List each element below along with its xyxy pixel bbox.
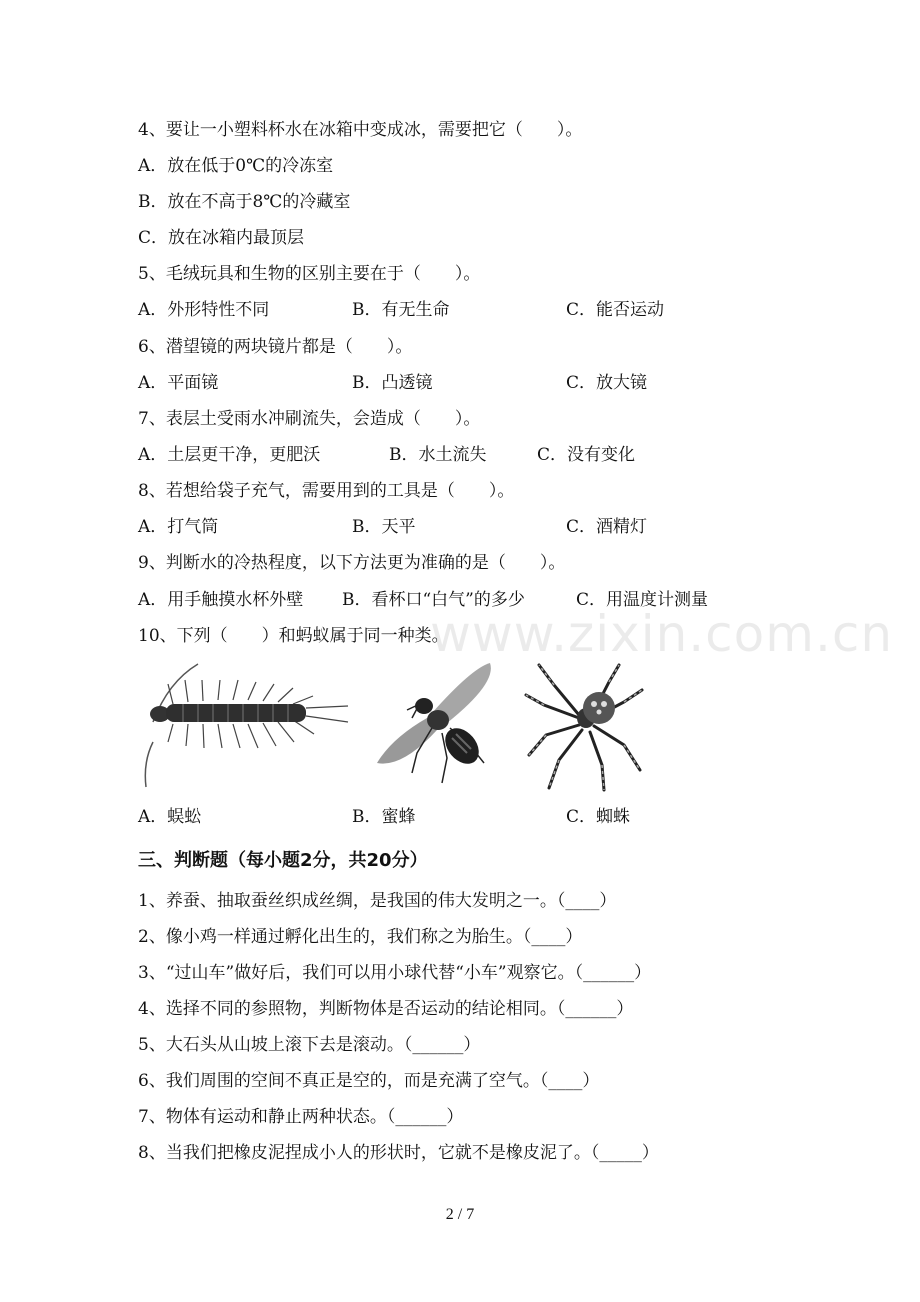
section-3-title: 三、判断题（每小题2分，共20分） [138, 850, 428, 871]
q10-option-b: B．蜜蜂 [352, 807, 416, 827]
judgment-item-8: 8、当我们把橡皮泥捏成小人的形状时，它就不是橡皮泥了。（_____） [138, 1143, 659, 1163]
judgment-item-7: 7、物体有运动和静止两种状态。（______） [138, 1107, 464, 1127]
q4-option-b: B．放在不高于8℃的冷藏室 [138, 192, 351, 212]
q8-option-a: A．打气筒 [138, 517, 219, 537]
q4-option-a: A．放在低于0℃的冷冻室 [138, 156, 334, 176]
q7-option-a: A．土层更干净，更肥沃 [138, 445, 321, 465]
q4-option-c: C．放在冰箱内最顶层 [138, 228, 305, 248]
q7-option-b: B．水土流失 [389, 445, 487, 465]
q9-option-b: B．看杯口“白气”的多少 [342, 590, 525, 610]
q6-option-a: A．平面镜 [138, 373, 219, 393]
q7-option-c: C．没有变化 [537, 445, 636, 465]
q5-option-a: A．外形特性不同 [138, 300, 270, 320]
question-5: 5、毛绒玩具和生物的区别主要在于（ ）。 [138, 264, 481, 284]
q8-option-b: B．天平 [352, 517, 416, 537]
question-8: 8、若想给袋子充气，需要用到的工具是（ ）。 [138, 481, 515, 501]
spider-image [524, 660, 644, 792]
bee-image [372, 658, 504, 790]
q8-option-c: C．酒精灯 [566, 517, 648, 537]
judgment-item-6: 6、我们周围的空间不真正是空的，而是充满了空气。（____） [138, 1071, 600, 1091]
judgment-item-1: 1、养蚕、抽取蚕丝织成丝绸，是我国的伟大发明之一。（____） [138, 891, 617, 911]
question-9: 9、判断水的冷热程度，以下方法更为准确的是（ ）。 [138, 553, 566, 573]
q6-option-c: C．放大镜 [566, 373, 648, 393]
page-number: 2 / 7 [445, 1206, 475, 1223]
q6-option-b: B．凸透镜 [352, 373, 433, 393]
q5-option-c: C．能否运动 [566, 300, 665, 320]
judgment-item-2: 2、像小鸡一样通过孵化出生的，我们称之为胎生。（____） [138, 927, 583, 947]
judgment-item-3: 3、“过山车”做好后，我们可以用小球代替“小车”观察它。（______） [138, 963, 652, 983]
q9-option-a: A．用手触摸水杯外壁 [138, 590, 304, 610]
q10-option-c: C．蜘蛛 [566, 807, 631, 827]
judgment-item-4: 4、选择不同的参照物，判断物体是否运动的结论相同。（______） [138, 999, 634, 1019]
watermark: www.zixin.com.cn [430, 605, 894, 663]
question-4: 4、要让一小塑料杯水在冰箱中变成冰，需要把它（ ）。 [138, 120, 583, 140]
question-6: 6、潜望镜的两块镜片都是（ ）。 [138, 337, 413, 357]
centipede-image [138, 662, 353, 792]
q9-option-c: C．用温度计测量 [576, 590, 709, 610]
judgment-item-5: 5、大石头从山坡上滚下去是滚动。（______） [138, 1035, 481, 1055]
question-10: 10、下列（ ）和蚂蚁属于同一种类。 [138, 626, 449, 646]
q10-option-a: A．蜈蚣 [138, 807, 202, 827]
question-7: 7、表层土受雨水冲刷流失，会造成（ ）。 [138, 409, 481, 429]
q5-option-b: B．有无生命 [352, 300, 450, 320]
